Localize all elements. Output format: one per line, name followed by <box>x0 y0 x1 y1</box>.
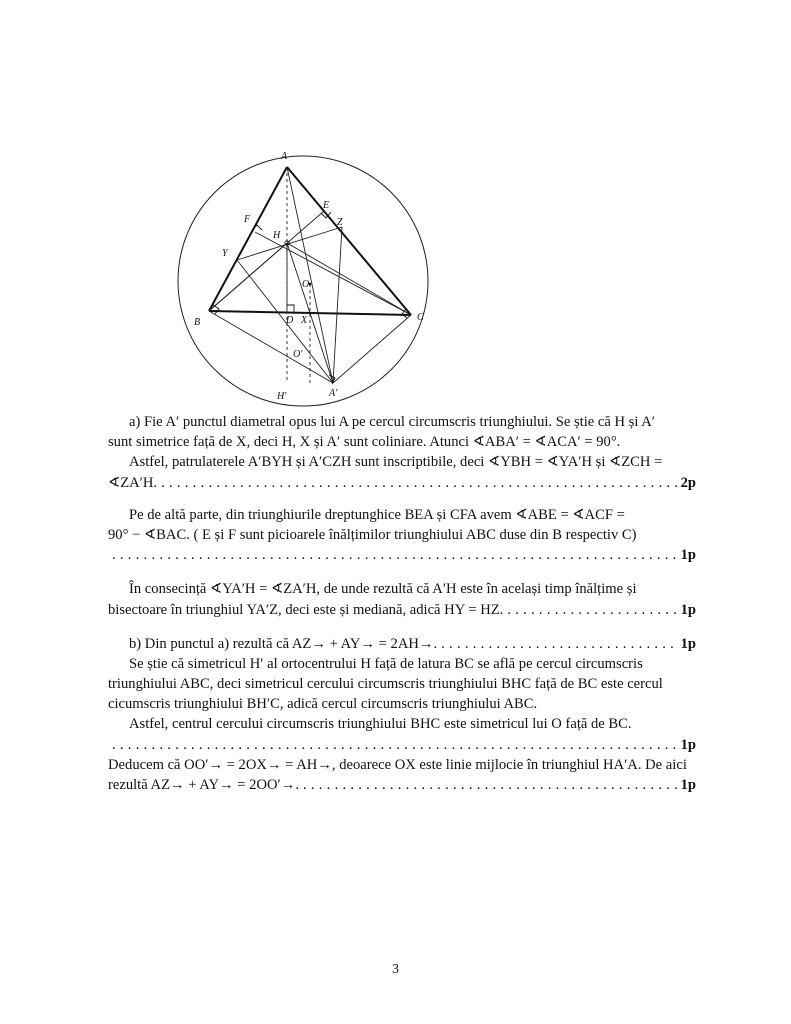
p4-line6 <box>108 755 696 775</box>
points-p1: 2p <box>680 474 696 491</box>
label-Z: Z <box>337 217 343 228</box>
label-O-prime: O′ <box>293 349 303 360</box>
p4-line2 <box>108 654 696 674</box>
dot-leader <box>161 473 677 493</box>
p2-l2-text: 90° − ∢BAC. ( E și F sunt picioarele înălțimilor triunghiului ABC duse din B respectiv C) <box>108 526 637 543</box>
p3-line2 <box>108 600 696 620</box>
p4-l5-text: Astfel, centrul cercului circumscris triunghiului BHC este simetricul lui O față de BC. <box>129 716 632 733</box>
p1-l2-text: sunt simetrice față de X, deci H, X și A′ sunt coliniare. Atunci ∢ABA′ = ∢ACA′ = 90°. <box>108 434 621 451</box>
spacer <box>108 620 696 634</box>
label-E: E <box>323 200 330 211</box>
p4-line1 <box>108 634 696 654</box>
dot-leader <box>507 600 676 620</box>
label-O: O <box>302 279 310 290</box>
label-F: F <box>244 214 251 225</box>
label-B: B <box>194 317 201 328</box>
p2-line2 <box>108 525 696 545</box>
p4-line5b <box>108 735 696 755</box>
p3-l1-text: În consecință ∢YA′H = ∢ZA′H, de unde rezultă că A′H este în același timp înălțime și <box>129 581 637 598</box>
points-p4: 1p <box>680 635 696 652</box>
dot-leader <box>112 735 677 755</box>
p4-l3-text: triunghiului ABC, deci simetricul cercului circumscris triunghiului BHC față de BC este cercul <box>108 676 663 693</box>
geometry-figure <box>175 145 435 407</box>
p3-line1 <box>108 579 696 599</box>
label-H-prime: H′ <box>277 391 287 402</box>
label-A-prime: A′ <box>329 388 338 399</box>
spacer <box>108 493 696 505</box>
p1-l3-text: Astfel, patrulaterele A′BYH și A′CZH sunt inscriptibile, deci ∢YBH = ∢YA′H și ∢ZCH = <box>129 454 663 471</box>
points-p4c: 1p <box>680 777 696 793</box>
p2-line3 <box>108 545 696 565</box>
label-C: C <box>417 312 424 323</box>
points-p3: 1p <box>680 601 696 618</box>
points-p4b: 1p <box>680 736 696 753</box>
dot-leader <box>441 634 676 654</box>
solution-text <box>108 412 696 795</box>
p1-line3 <box>108 452 696 472</box>
p4-l1-text: b) Din punctul a) rezultă că AZ→ + AY→ = 2AH→. <box>129 635 438 652</box>
p1-line1 <box>108 412 696 432</box>
p4-l4-text: cicumscris triunghiului BH′C, adică cercul circumscris triunghiului ABC. <box>108 696 538 713</box>
p1-line4 <box>108 473 696 493</box>
label-X: X <box>301 315 308 326</box>
p4-line7 <box>108 775 696 795</box>
p1-l1-text: a) Fie A′ punctul diametral opus lui A pe cercul circumscris triunghiului. Se știe că H și A′ <box>129 414 655 430</box>
label-A: A <box>281 151 288 162</box>
label-H: H <box>273 230 281 241</box>
auxiliary-lines <box>209 167 411 383</box>
p4-line5 <box>108 714 696 734</box>
p2-l1-text: Pe de altă parte, din triunghiurile dreptunghice BEA și CFA avem ∢ABE = ∢ACF = <box>129 506 625 523</box>
p3-l2-text: bisectoare în triunghiul YA′Z, deci este și mediană, adică HY = HZ. <box>108 601 504 618</box>
p4-l2-text: Se știe că simetricul H′ al ortocentrului H față de latura BC se află pe cercul circumscris <box>129 655 643 672</box>
label-Y: Y <box>222 248 228 259</box>
page-number: 3 <box>392 962 399 977</box>
points-p2: 1p <box>680 547 696 564</box>
p4-line4 <box>108 694 696 714</box>
p1-line2 <box>108 432 696 452</box>
dot-leader <box>303 775 677 795</box>
spacer <box>108 565 696 579</box>
p1-l4-text: ∢ZA′H. <box>108 474 158 491</box>
dot-leader <box>112 545 677 565</box>
p2-line1 <box>108 505 696 525</box>
p4-line3 <box>108 674 696 694</box>
p4-l6-text: Deducem că OO′→ = 2OX→ = AH→, deoarece OX este linie mijlocie în triunghiul HA′A. De aici <box>108 756 687 773</box>
p4-l7-text: rezultă AZ→ + AY→ = 2OO′→. <box>108 777 299 793</box>
label-D: D <box>286 315 294 326</box>
